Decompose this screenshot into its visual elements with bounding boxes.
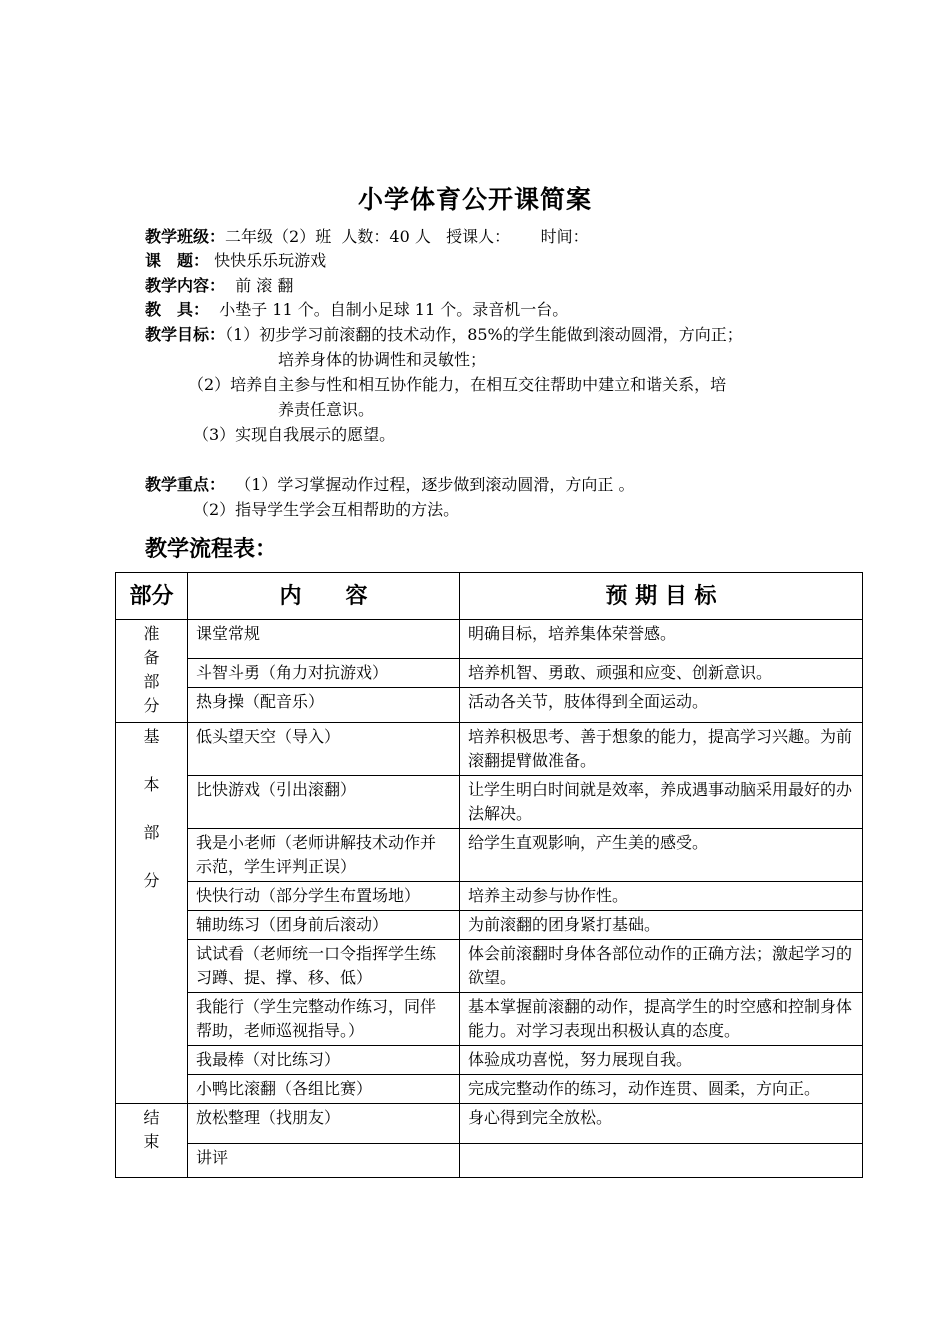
focus1-line (145, 474, 634, 496)
table-row (116, 993, 863, 1046)
row-goal: 培养机智、勇敢、顽强和应变、创新意识。 (460, 659, 863, 688)
row-content: 放松整理（找朋友） (188, 1104, 460, 1144)
part-char: 分 (143, 871, 160, 890)
table-row (116, 1144, 863, 1178)
table-row (116, 620, 863, 659)
row-content: 小鸭比滚翻（各组比赛） (188, 1075, 460, 1104)
content-line (145, 275, 293, 297)
row-content: 讲评 (188, 1144, 460, 1178)
row-goal: 基本掌握前滚翻的动作，提高学生的时空感和控制身体能力。对学习表现出积极认真的态度。 (460, 993, 863, 1046)
row-goal: 为前滚翻的团身紧打基础。 (460, 911, 863, 940)
count-value: 40 人 (389, 227, 431, 246)
table-row (116, 911, 863, 940)
row-goal: 活动各关节，肢体得到全面运动。 (460, 688, 863, 723)
topic-value: 快快乐乐玩游戏 (214, 251, 327, 270)
section-prep-label (116, 620, 188, 723)
flow-table (115, 572, 863, 1178)
row-content: 低头望天空（导入） (188, 723, 460, 776)
tools-line (145, 299, 568, 321)
row-goal: 培养主动参与协作性。 (460, 882, 863, 911)
class-info-line (145, 226, 589, 248)
content-label: 教学内容： (145, 276, 226, 295)
goal3-line: （3）实现自我展示的愿望。 (193, 425, 396, 444)
row-content: 我能行（学生完整动作练习，同伴帮助，老师巡视指导。） (188, 993, 460, 1046)
row-content: 快快行动（部分学生布置场地） (188, 882, 460, 911)
class-label: 教学班级： (145, 227, 226, 246)
row-goal: 体验成功喜悦，努力展现自我。 (460, 1046, 863, 1075)
row-content: 热身操（配音乐） (188, 688, 460, 723)
teacher-label: 授课人： (446, 227, 511, 246)
time-label: 时间： (540, 227, 589, 246)
row-goal: 给学生直观影响，产生美的感受。 (460, 829, 863, 882)
focus1-text: （1）学习掌握动作过程，逐步做到滚动圆滑，方向正 。 (235, 475, 635, 494)
section-main-label (116, 723, 188, 1104)
table-row (116, 1075, 863, 1104)
tools-label: 教 具： (145, 300, 210, 319)
table-row (116, 723, 863, 776)
header-goal: 预 期 目 标 (460, 573, 863, 620)
table-row (116, 1046, 863, 1075)
goal2-cont: 养责任意识。 (278, 400, 375, 419)
row-goal: 身心得到完全放松。 (460, 1104, 863, 1144)
row-content: 我最棒（对比练习） (188, 1046, 460, 1075)
count-label: 人数： (341, 227, 390, 246)
topic-label: 课 题： (145, 251, 210, 270)
row-goal (460, 1144, 863, 1178)
goal1-line (145, 324, 743, 346)
table-header-row (116, 573, 863, 620)
row-goal: 让学生明白时间就是效率，养成遇事动脑采用最好的办法解决。 (460, 776, 863, 829)
focus2-line: （2）指导学生学会互相帮助的方法。 (193, 500, 460, 519)
topic-line (145, 250, 326, 272)
flow-table-title: 教学流程表： (145, 536, 278, 562)
table-row (116, 688, 863, 723)
table-row (116, 940, 863, 993)
row-content: 斗智斗勇（角力对抗游戏） (188, 659, 460, 688)
table-row (116, 659, 863, 688)
header-part: 部分 (116, 573, 188, 620)
part-char: 分 (143, 696, 160, 715)
section-end-label (116, 1104, 188, 1178)
row-content: 辅助练习（团身前后滚动） (188, 911, 460, 940)
goal1-text: （1）初步学习前滚翻的技术动作，85%的学生能做到滚动圆滑，方向正； (225, 325, 743, 344)
table-row (116, 1104, 863, 1144)
table-row (116, 776, 863, 829)
row-content: 比快游戏（引出滚翻） (188, 776, 460, 829)
part-char: 部 (143, 823, 160, 842)
header-content: 内 容 (188, 573, 460, 620)
row-content: 课堂常规 (188, 620, 460, 659)
part-char: 束 (143, 1132, 160, 1151)
part-char: 本 (143, 775, 160, 794)
row-goal: 完成完整动作的练习，动作连贯、圆柔，方向正。 (460, 1075, 863, 1104)
table-row (116, 829, 863, 882)
tools-value: 小垫子 11 个。自制小足球 11 个。录音机一台。 (219, 300, 569, 319)
focus-label: 教学重点： (145, 475, 226, 494)
part-char: 准 (143, 624, 160, 643)
part-char: 基 (143, 727, 160, 746)
row-goal: 明确目标，培养集体荣誉感。 (460, 620, 863, 659)
row-content: 试试看（老师统一口令指挥学生练习蹲、提、撑、移、低） (188, 940, 460, 993)
part-char: 备 (143, 648, 160, 667)
part-char: 部 (143, 672, 160, 691)
page-title: 小学体育公开课简案 (357, 185, 592, 214)
goal2-line: （2）培养自主参与性和相互协作能力，在相互交往帮助中建立和谐关系，培 (188, 375, 727, 394)
row-goal: 培养积极思考、善于想象的能力，提高学习兴趣。为前滚翻提臂做准备。 (460, 723, 863, 776)
part-char: 结 (143, 1108, 160, 1127)
table-row (116, 882, 863, 911)
goals-label: 教学目标： (145, 325, 226, 344)
row-goal: 体会前滚翻时身体各部位动作的正确方法；激起学习的欲望。 (460, 940, 863, 993)
row-content: 我是小老师（老师讲解技术动作并示范，学生评判正误） (188, 829, 460, 882)
content-value: 前 滚 翻 (235, 276, 294, 295)
goal1-cont: 培养身体的协调性和灵敏性； (278, 350, 487, 369)
class-value: 二年级（2）班 (225, 227, 332, 246)
